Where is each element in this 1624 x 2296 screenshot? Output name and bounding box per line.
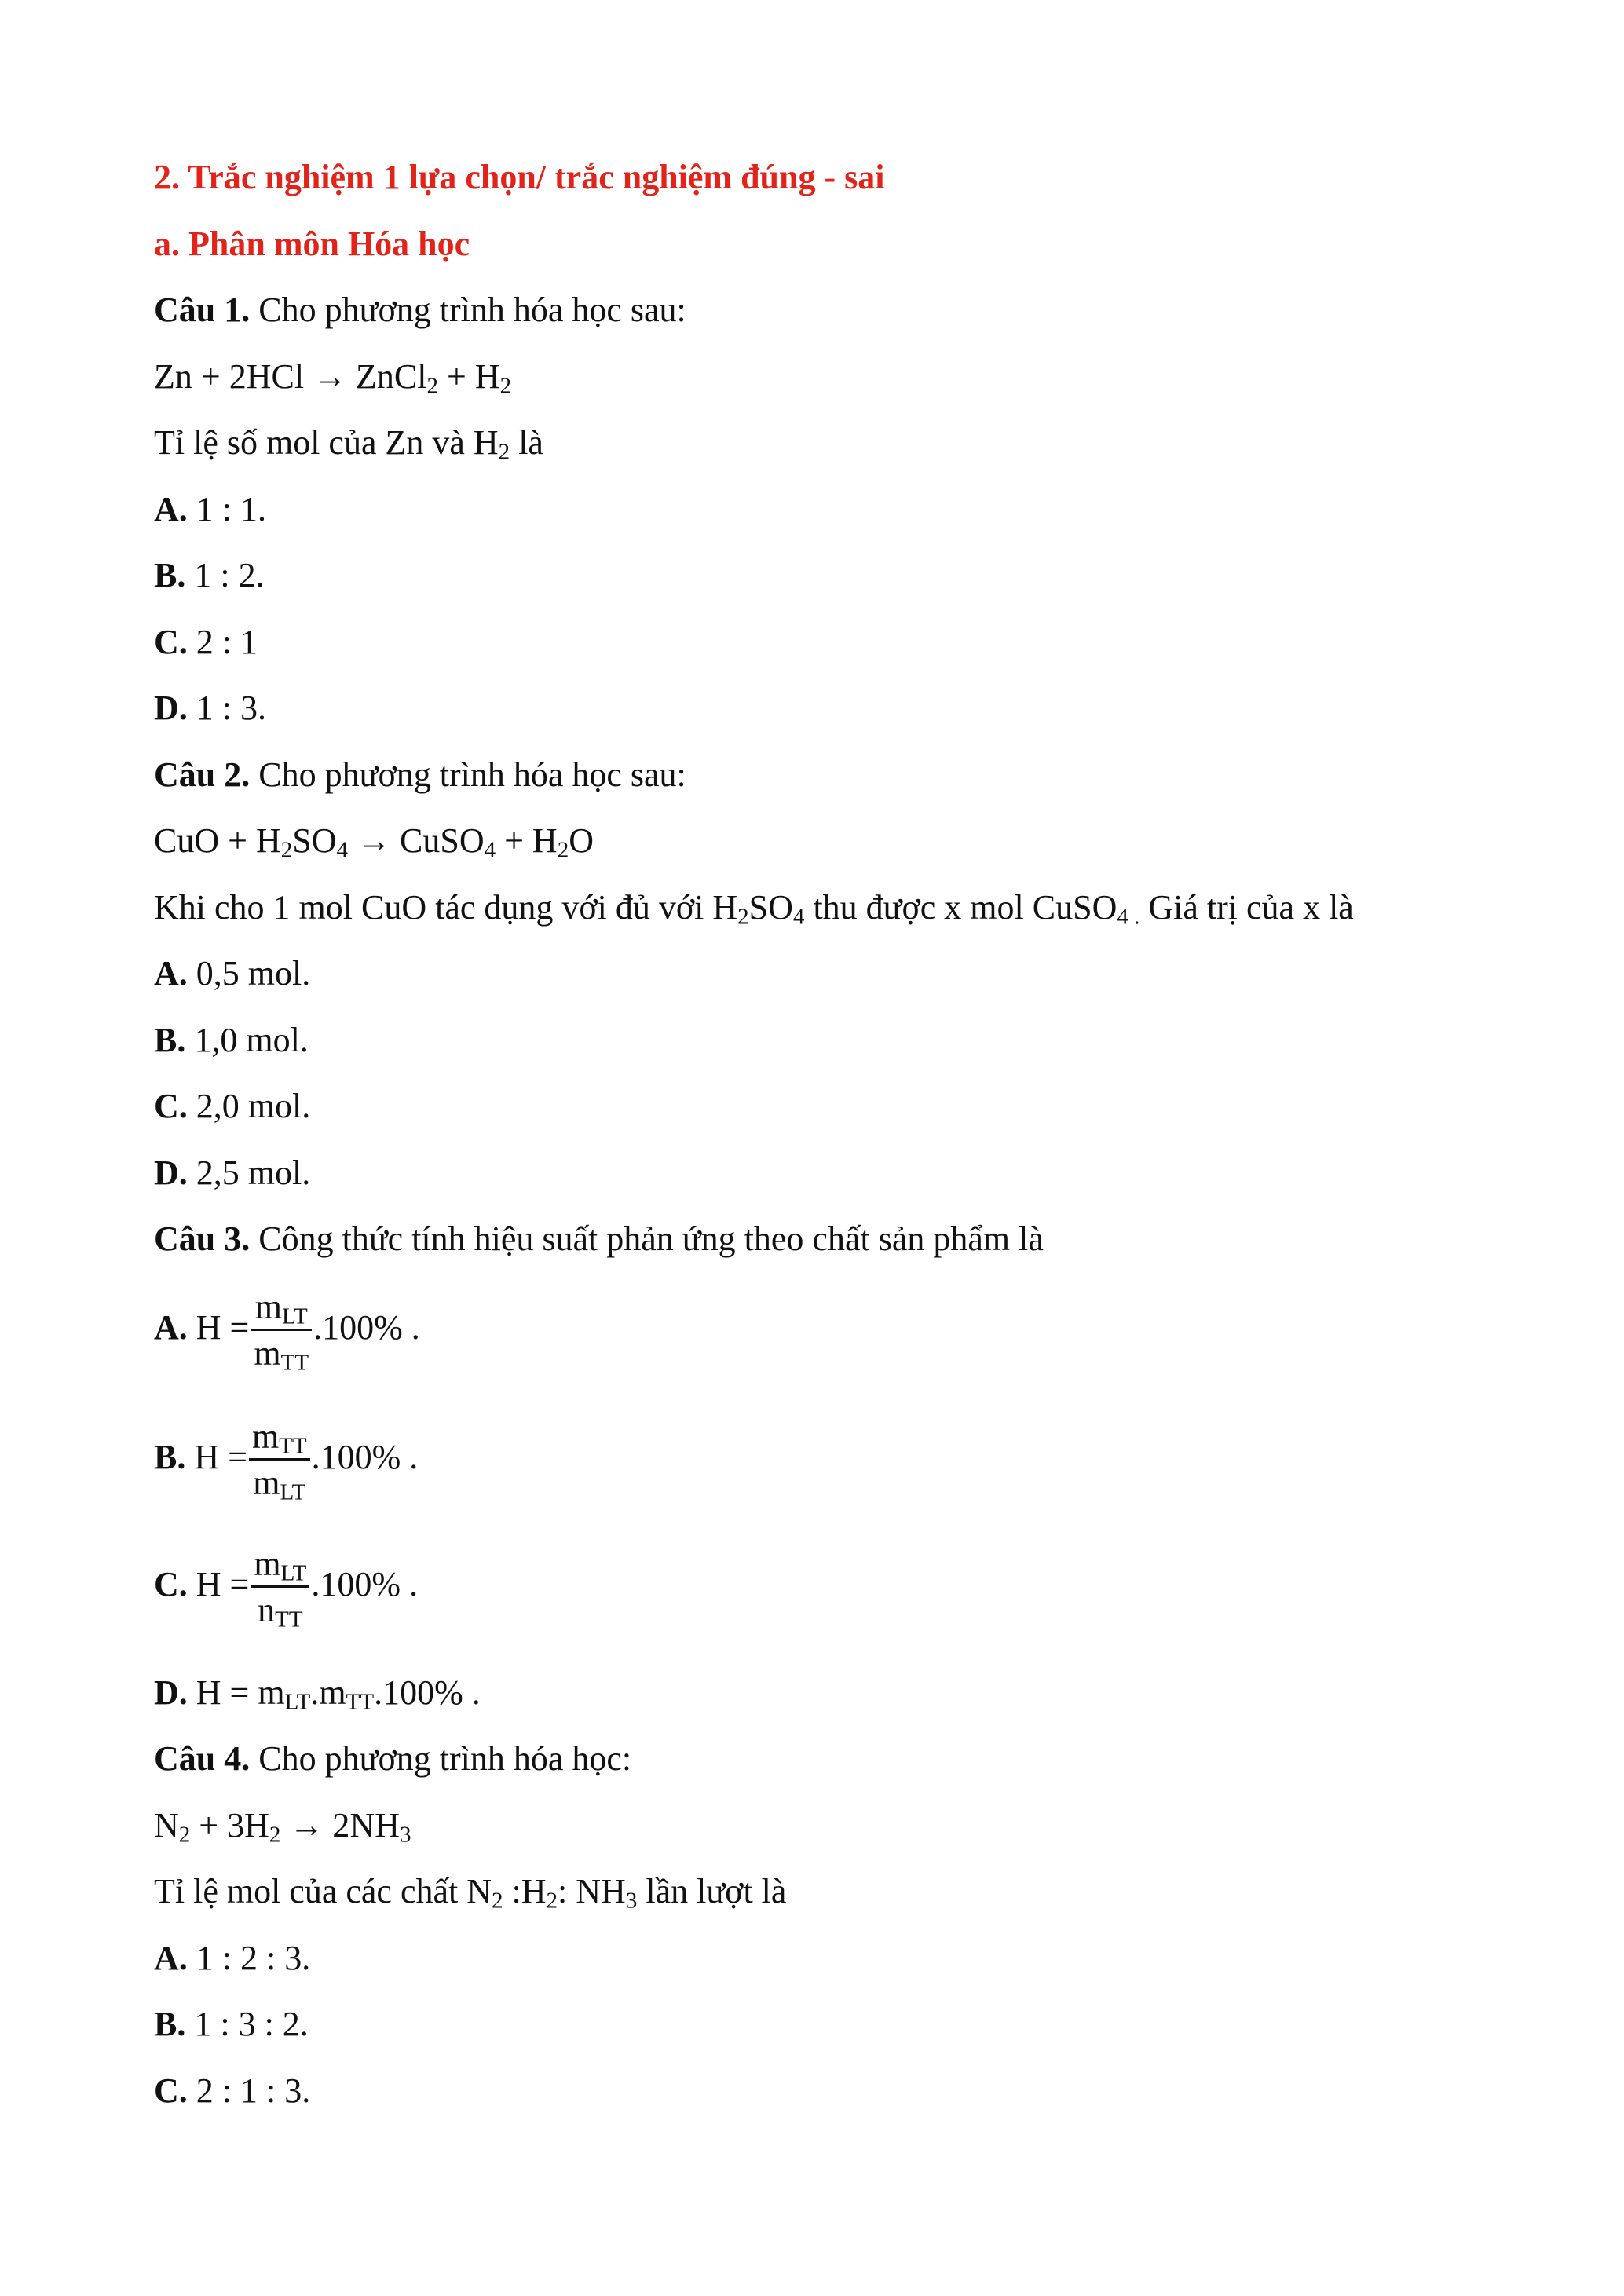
subscript: 2 <box>737 904 749 930</box>
question-2-option-d <box>154 1151 310 1195</box>
option-text: 1 : 3. <box>196 689 267 727</box>
fraction <box>251 1288 312 1376</box>
question-4-equation <box>154 1804 411 1848</box>
question-2-option-b <box>154 1018 309 1062</box>
formula-tail: .100% . <box>311 1438 419 1476</box>
question-1 <box>154 288 686 332</box>
option-letter: A. <box>154 1308 188 1347</box>
ask-text: :H <box>503 1872 547 1910</box>
option-text: 2,0 mol. <box>196 1087 311 1125</box>
equation-text: CuO + H <box>154 821 281 860</box>
question-4-option-c <box>154 2069 310 2113</box>
subscript: LT <box>281 1303 308 1329</box>
formula-text: .100% . <box>374 1673 481 1712</box>
subscript: TT <box>280 1350 309 1376</box>
equation-text: O <box>569 821 594 860</box>
question-1-option-c <box>154 620 258 664</box>
option-text: 2,5 mol. <box>196 1153 311 1192</box>
option-letter: A. <box>154 490 188 528</box>
question-4-prompt: Cho phương trình hóa học: <box>258 1739 632 1778</box>
fraction-numerator <box>251 1289 312 1331</box>
question-1-ask <box>154 421 543 465</box>
subscript: LT <box>280 1479 306 1505</box>
fraction-denominator <box>251 1588 309 1632</box>
question-3-option-b <box>154 1414 419 1505</box>
option-text: 1 : 2. <box>194 556 265 594</box>
ask-text: Tỉ lệ mol của các chất N <box>154 1872 492 1910</box>
option-letter: C. <box>154 1087 188 1125</box>
option-text: 0,5 mol. <box>196 954 311 993</box>
option-text: 2 : 1 : 3. <box>196 2071 311 2110</box>
question-3-option-d <box>154 1671 481 1715</box>
question-2-label: Câu 2. <box>154 755 251 794</box>
option-letter: C. <box>154 1565 188 1603</box>
formula-text: H = m <box>196 1673 285 1712</box>
equation-text: SO <box>292 821 337 860</box>
ask-text: : NH <box>558 1872 626 1910</box>
question-2-equation <box>154 819 594 863</box>
subscript: 3 <box>625 1888 638 1914</box>
numerator-var: m <box>254 1288 282 1327</box>
option-letter: D. <box>154 1153 188 1192</box>
fraction-denominator <box>249 1461 310 1505</box>
ask-text: SO <box>748 888 793 927</box>
question-2 <box>154 753 686 797</box>
formula-text: .m <box>310 1673 346 1712</box>
subscript: 4 <box>336 837 348 863</box>
equation-text: + H <box>438 357 500 396</box>
subscript: 4 <box>792 904 805 930</box>
formula-tail: .100% . <box>311 1565 419 1603</box>
question-1-prompt: Cho phương trình hóa học sau: <box>258 291 686 329</box>
option-letter: B. <box>154 2005 186 2043</box>
subscript: 2 <box>546 1888 558 1914</box>
fraction <box>249 1417 310 1505</box>
subscript: TT <box>279 1433 307 1459</box>
question-1-option-b <box>154 554 265 598</box>
ask-text: Khi cho 1 mol CuO tác dụng với đủ với H <box>154 888 738 927</box>
numerator-var: m <box>251 1417 280 1457</box>
fraction-numerator <box>249 1419 310 1461</box>
question-3-label: Câu 3. <box>154 1219 251 1258</box>
denominator-var: m <box>253 1464 280 1503</box>
section-heading: 2. Trắc nghiệm 1 lựa chọn/ trắc nghiệm đúng - sai <box>154 158 885 196</box>
subscript: TT <box>346 1689 375 1715</box>
subscript: 4 <box>484 837 496 863</box>
option-letter: B. <box>154 1021 186 1059</box>
option-letter: A. <box>154 1939 188 1977</box>
question-4-label: Câu 4. <box>154 1739 251 1778</box>
subscript: LT <box>280 1560 307 1586</box>
question-4 <box>154 1737 631 1781</box>
numerator-var: m <box>254 1545 281 1584</box>
subsection-heading: a. Phân môn Hóa học <box>154 225 470 263</box>
question-2-option-c <box>154 1084 310 1128</box>
question-4-ask <box>154 1870 786 1914</box>
option-letter: D. <box>154 689 188 727</box>
ask-text: là <box>510 423 543 462</box>
subscript: 2 <box>499 373 512 399</box>
subscript: 2 <box>269 1822 281 1848</box>
option-letter: C. <box>154 2071 188 2110</box>
subscript: LT <box>284 1689 311 1715</box>
option-letter: A. <box>154 954 188 993</box>
subscript: 3 <box>399 1822 411 1848</box>
subscript: 2 <box>280 837 293 863</box>
formula-lhs: H = <box>196 1565 250 1603</box>
equation-text: → CuSO <box>348 821 485 860</box>
fraction-numerator <box>251 1546 309 1588</box>
subscript: 2 <box>557 837 569 863</box>
question-1-equation <box>154 355 511 399</box>
subscript: 2 <box>498 439 510 465</box>
question-3-option-a <box>154 1285 420 1376</box>
fraction <box>251 1545 309 1632</box>
equation-text: + 3H <box>190 1806 269 1844</box>
denominator-var: n <box>258 1591 276 1630</box>
ask-text: Tỉ lệ số mol của Zn và H <box>154 423 499 462</box>
option-letter: C. <box>154 623 188 661</box>
ask-text: Giá trị của x là <box>1139 888 1354 927</box>
question-1-option-d <box>154 686 266 730</box>
ask-text: thu được x mol CuSO <box>804 888 1117 927</box>
fraction-denominator <box>251 1331 312 1376</box>
question-1-label: Câu 1. <box>154 291 251 329</box>
option-text: 1 : 3 : 2. <box>194 2005 309 2043</box>
question-2-option-a <box>154 952 310 996</box>
formula-lhs: H = <box>194 1438 247 1476</box>
option-letter: D. <box>154 1673 188 1712</box>
denominator-var: m <box>254 1334 281 1373</box>
question-1-option-a <box>154 488 266 532</box>
subscript: TT <box>275 1607 303 1632</box>
equation-text: → 2NH <box>280 1806 400 1844</box>
equation-text: Zn + 2HCl → ZnCl <box>154 357 427 396</box>
subscript: 2 <box>178 1822 191 1848</box>
option-text: 2 : 1 <box>196 623 258 661</box>
equation-text: N <box>154 1806 179 1844</box>
question-2-ask <box>154 886 1354 930</box>
equation-text: + H <box>496 821 558 860</box>
option-letter: B. <box>154 556 186 594</box>
question-4-option-b <box>154 2002 309 2046</box>
option-text: 1 : 2 : 3. <box>196 1939 311 1977</box>
question-3-prompt: Công thức tính hiệu suất phản ứng theo chất sản phẩm là <box>258 1219 1044 1258</box>
option-text: 1 : 1. <box>196 490 267 528</box>
question-2-prompt: Cho phương trình hóa học sau: <box>258 755 686 794</box>
formula-lhs: H = <box>196 1308 250 1347</box>
question-3-option-c <box>154 1541 419 1632</box>
question-3 <box>154 1217 1044 1261</box>
subscript: 2 <box>426 373 439 399</box>
formula-tail: .100% . <box>313 1308 420 1347</box>
ask-text: lần lượt là <box>637 1872 787 1910</box>
option-text: 1,0 mol. <box>194 1021 309 1059</box>
question-4-option-a <box>154 1936 310 1980</box>
option-letter: B. <box>154 1438 186 1476</box>
subscript: 4 . <box>1117 904 1140 930</box>
subscript: 2 <box>492 1888 503 1914</box>
